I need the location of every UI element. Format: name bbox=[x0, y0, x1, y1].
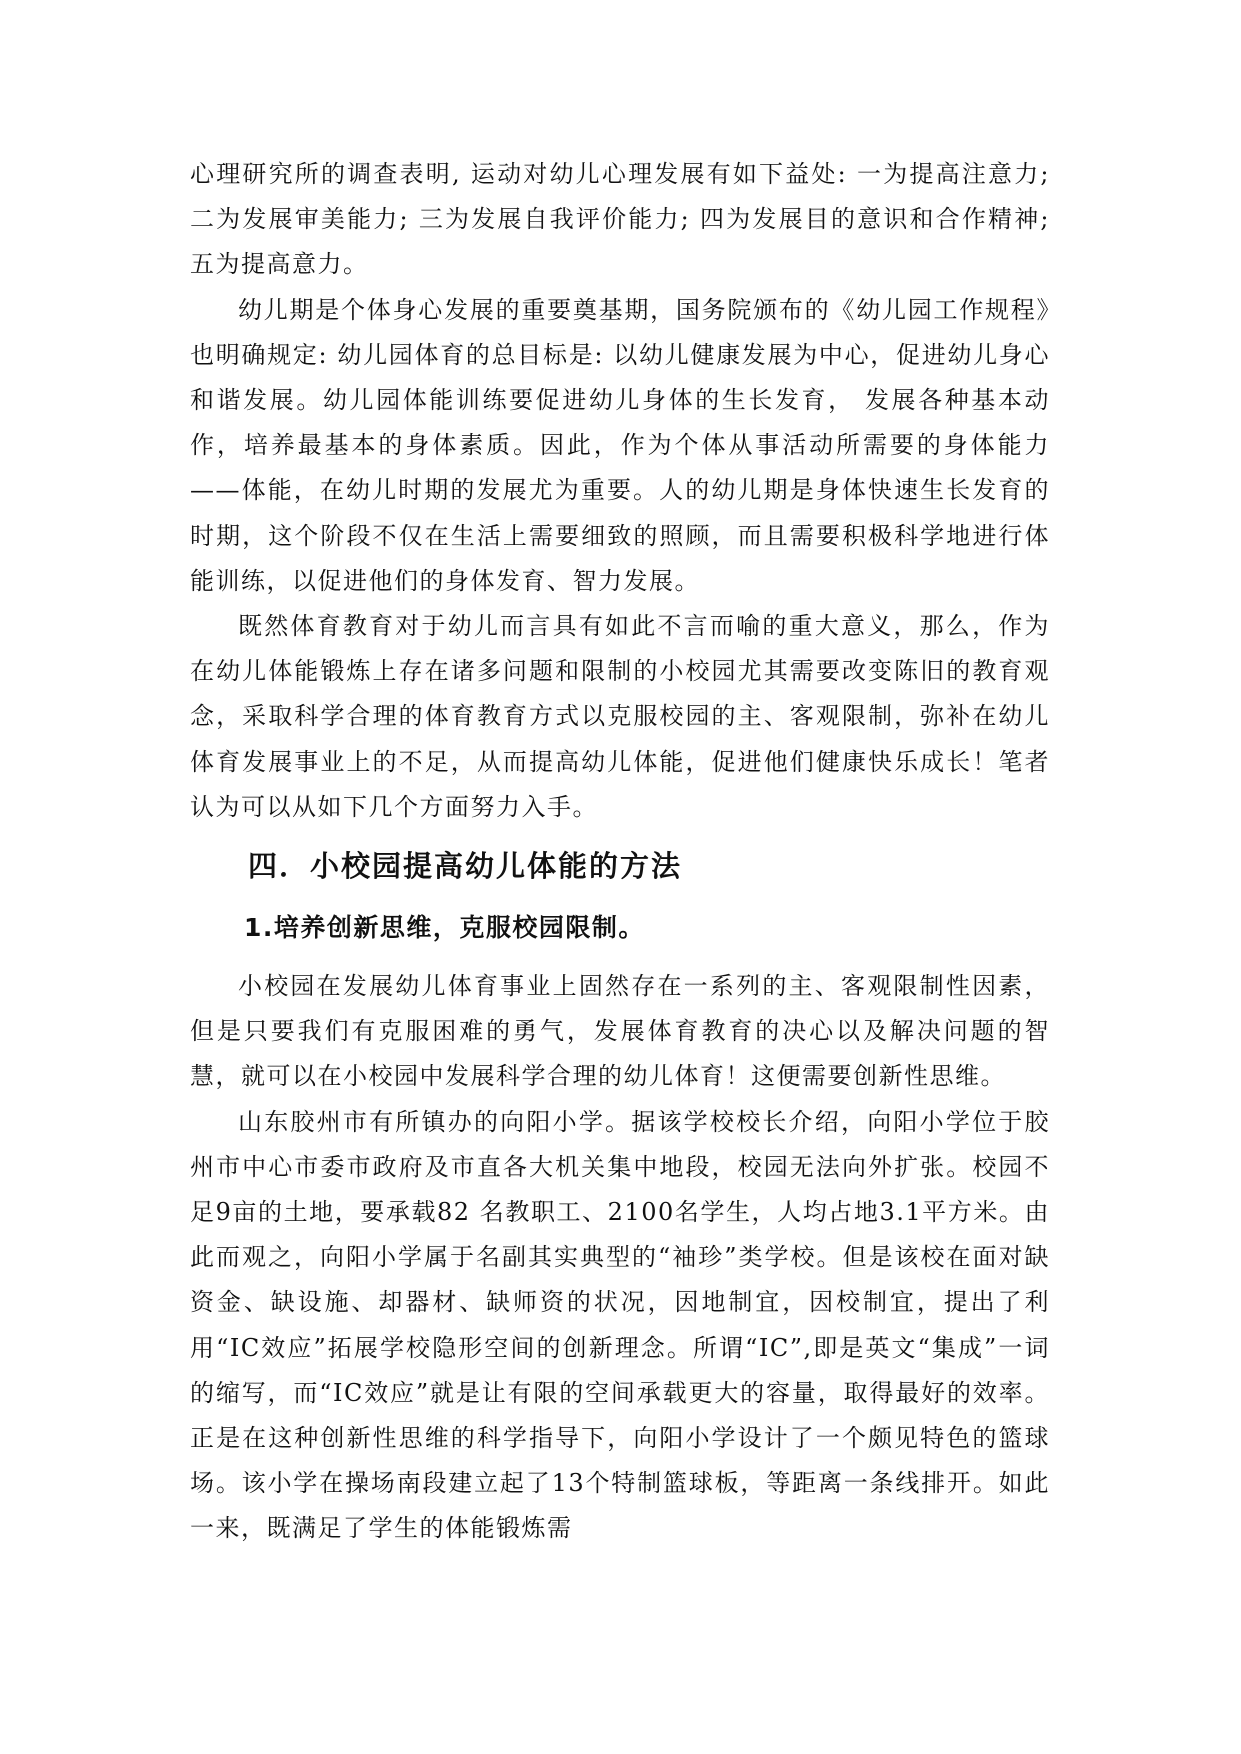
paragraph-significance: 既然体育教育对于幼儿而言具有如此不言而喻的重大意义，那么，作为在幼儿体能锻炼上存在诸多问题和限制的小校园尤其需要改变陈旧的教育观念，采取科学合理的体育教育方式以克服校园的主、客观限制，弥补在幼儿体育发展事业上的不足，从而提高幼儿体能，促进他们健康快乐成长！笔者认为可以从如下几个方面努力入手。 bbox=[190, 612, 1050, 821]
subsection-heading: 1.培养创新思维，克服校园限制。 bbox=[244, 913, 645, 943]
paragraph-early-childhood: 幼儿期是个体身心发展的重要奠基期，国务院颁布的《幼儿园工作规程》也明确规定: 幼儿园体育的总目标是: 以幼儿健康发展为中心，促进幼儿身心和谐发展。幼儿园体能训练要促进幼儿身体的生长发育， 发展各种基本动作，培养最基本的身体素质。因此，作为个体从事活动所需要的身体能力——体能，在幼儿时期的发展尤为重要。人的幼儿期是身体快速生长发育的时期，这个阶段不仅在生活上需要细致的照顾，而且需要积极科学地进行体能训练，以促进他们的身体发育、智力发展。 bbox=[190, 295, 1050, 595]
document-body bbox=[190, 152, 1050, 1552]
section-heading: 四．小校园提高幼儿体能的方法 bbox=[248, 849, 683, 884]
paragraph-continuation: 心理研究所的调查表明, 运动对幼儿心理发展有如下益处: 一为提高注意力; 二为发展审美能力; 三为发展自我评价能力; 四为发展目的意识和合作精神; 五为提高意力。 bbox=[190, 160, 1050, 279]
paragraph-innovation: 小校园在发展幼儿体育事业上固然存在一系列的主、客观限制性因素，但是只要我们有克服困难的勇气，发展体育教育的决心以及解决问题的智慧，就可以在小校园中发展科学合理的幼儿体育！这便需要创新性思维。 bbox=[190, 972, 1050, 1091]
paragraph-xiangyang-school: 山东胶州市有所镇办的向阳小学。据该学校校长介绍，向阳小学位于胶州市中心市委市政府及市直各大机关集中地段，校园无法向外扩张。校园不足9亩的土地，要承载82 名教职工、2100名学生，人均占地3.1平方米。由此而观之，向阳小学属于名副其实典型的“袖珍”类学校。但是该校在面对缺资金、缺设施、却器材、缺师资的状况，因地制宜，因校制宜，提出了利用“IC效应”拓展学校隐形空间的创新理念。所谓“IC”,即是英文“集成”一词的缩写，而“IC效应”就是让有限的空间承载更大的容量，取得最好的效率。正是在这种创新性思维的科学指导下，向阳小学设计了一个颇见特色的篮球场。该小学在操场南段建立起了13个特制篮球板，等距离一条线排开。如此一来，既满足了学生的体能锻炼需 bbox=[190, 1107, 1050, 1543]
